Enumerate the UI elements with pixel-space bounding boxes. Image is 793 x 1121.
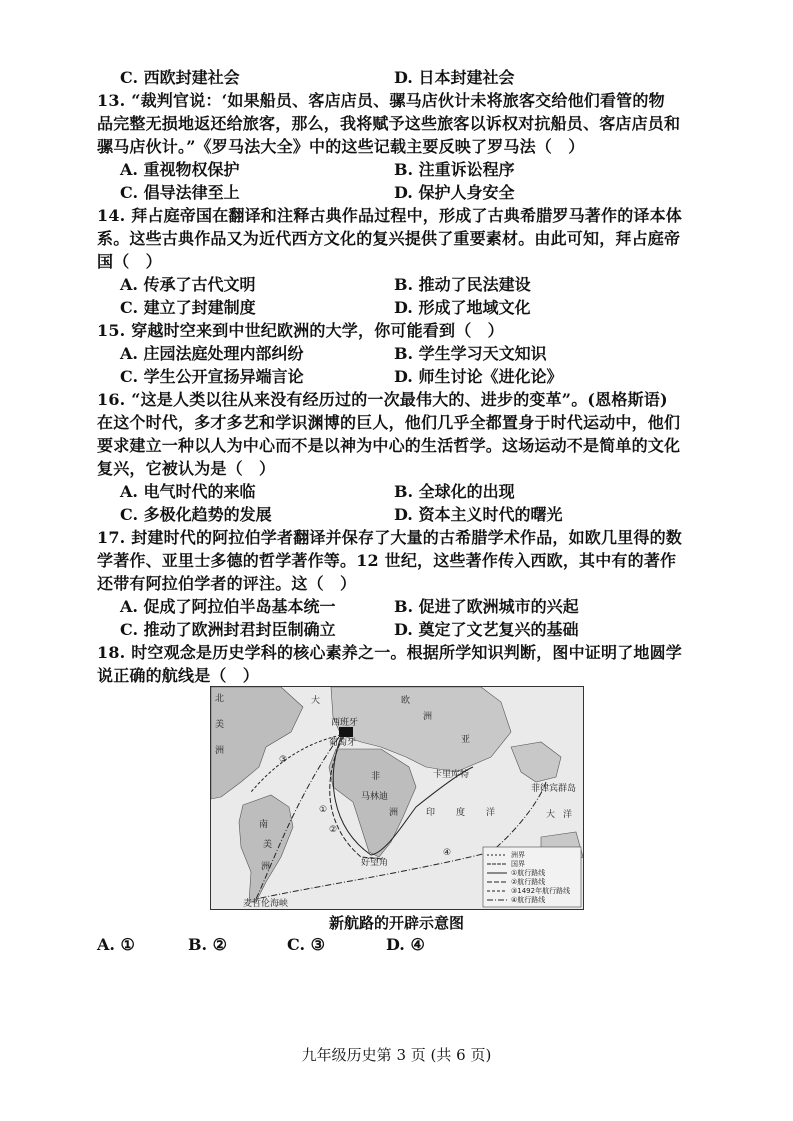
label-pacific-1: 大 xyxy=(546,810,556,820)
q18-option-d[interactable]: D. ④ xyxy=(386,935,425,954)
north-america-landmass xyxy=(211,687,303,799)
label-indian-1: 印 xyxy=(426,808,436,818)
q17-option-a[interactable]: A. 促成了阿拉伯半岛基本统一 xyxy=(120,597,336,616)
q16-line-3: 要求建立一种以人为中心而不是以神为中心的生活哲学。这场运动不是简单的文化 xyxy=(97,436,681,455)
q14-option-c[interactable]: C. 建立了封建制度 xyxy=(120,298,256,317)
legend-continent: 洲界 xyxy=(511,851,525,859)
legend-border: 国界 xyxy=(511,860,525,868)
q17-option-c[interactable]: C. 推动了欧洲封君封臣制确立 xyxy=(120,620,336,639)
label-spain: 西班牙 xyxy=(331,718,359,728)
label-portugal: 葡萄牙 xyxy=(329,738,357,748)
route-number-4: ④ xyxy=(443,848,452,858)
route-number-2: ② xyxy=(329,825,338,835)
q16-option-c[interactable]: C. 多极化趋势的发展 xyxy=(120,505,272,524)
q17-option-d[interactable]: D. 奠定了文艺复兴的基础 xyxy=(394,620,579,639)
q15-option-b[interactable]: B. 学生学习天文知识 xyxy=(394,344,547,363)
label-europe-1: 欧 xyxy=(401,696,411,706)
label-indian-2: 度 xyxy=(456,808,466,818)
q17-option-b[interactable]: B. 促进了欧洲城市的兴起 xyxy=(394,597,579,616)
map-caption: 新航路的开辟示意图 xyxy=(328,914,464,932)
label-pacific-2: 洋 xyxy=(563,810,573,820)
label-south-america-3: 洲 xyxy=(261,862,271,872)
label-north-america-3: 洲 xyxy=(215,746,225,756)
q15-line-1: 15. 穿越时空来到中世纪欧洲的大学，你可能看到（ ） xyxy=(97,321,504,340)
africa-landmass xyxy=(329,749,416,857)
label-philippines: 菲律宾群岛 xyxy=(531,784,577,794)
q15-option-d[interactable]: D. 师生讨论《进化论》 xyxy=(394,367,563,386)
q18-line-1: 18. 时空观念是历史学科的核心素养之一。根据所学知识判断，图中证明了地圆学 xyxy=(97,643,683,662)
q15-option-a[interactable]: A. 庄园法庭处理内部纠纷 xyxy=(120,344,304,363)
q15-option-c[interactable]: C. 学生公开宣扬异端言论 xyxy=(120,367,304,386)
q18-option-c[interactable]: C. ③ xyxy=(287,935,325,954)
label-europe-2: 洲 xyxy=(423,712,433,722)
label-calicut: 卡里库特 xyxy=(433,770,470,780)
label-africa-1: 非 xyxy=(371,772,381,782)
q13-option-b[interactable]: B. 注重诉讼程序 xyxy=(394,160,515,179)
q16-option-d[interactable]: D. 资本主义时代的曙光 xyxy=(394,505,563,524)
label-africa-2: 洲 xyxy=(389,808,399,818)
legend-route-3: ③1492年航行路线 xyxy=(511,887,571,895)
prev-option-c: C. 西欧封建社会 xyxy=(120,68,240,87)
label-malindi: 马林迪 xyxy=(361,792,389,802)
q16-line-4: 复兴，它被认为是（ ） xyxy=(97,459,276,478)
q13-option-a[interactable]: A. 重视物权保护 xyxy=(120,160,240,179)
new-sea-routes-map xyxy=(210,686,584,910)
q16-line-1: 16. “这是人类以往从来没有经历过的一次最伟大的、进步的变革”。(恩格斯语) xyxy=(97,390,668,409)
q16-option-a[interactable]: A. 电气时代的来临 xyxy=(120,482,256,501)
label-cape-of-good-hope: 好望角 xyxy=(361,858,389,868)
route-number-1: ① xyxy=(319,805,328,815)
label-asia: 亚 xyxy=(461,735,471,745)
iberia-marker xyxy=(339,727,353,737)
legend-route-2: ②航行路线 xyxy=(511,878,546,886)
route-number-3: ③ xyxy=(279,755,288,765)
q13-line-1: 13. “裁判官说：‘如果船员、客店店员、骡马店伙计未将旅客交给他们看管的物 xyxy=(97,91,665,110)
legend-route-1: ①航行路线 xyxy=(511,869,546,877)
q17-line-1: 17. 封建时代的阿拉伯学者翻译并保存了大量的古希腊学术作品，如欧几里得的数 xyxy=(97,528,683,547)
page-footer: 九年级历史第 3 页 (共 6 页) xyxy=(301,1046,492,1064)
q18-option-b[interactable]: B. ② xyxy=(188,935,228,954)
q14-line-1: 14. 拜占庭帝国在翻译和注释古典作品过程中，形成了古典希腊罗马著作的译本体 xyxy=(97,206,683,225)
label-atlantic-big: 大 xyxy=(311,696,321,706)
q14-option-a[interactable]: A. 传承了古代文明 xyxy=(120,275,256,294)
q16-option-b[interactable]: B. 全球化的出现 xyxy=(394,482,515,501)
q16-line-2: 在这个时代，多才多艺和学识渊博的巨人，他们几乎全都置身于时代运动中，他们 xyxy=(97,413,681,432)
q14-option-b[interactable]: B. 推动了民法建设 xyxy=(394,275,531,294)
q14-line-2: 系。这些古典作品又为近代西方文化的复兴提供了重要素材。由此可知，拜占庭帝 xyxy=(97,229,681,248)
q13-option-d[interactable]: D. 保护人身安全 xyxy=(394,183,515,202)
label-magellan-strait: 麦哲伦海峡 xyxy=(243,899,289,909)
prev-option-d: D. 日本封建社会 xyxy=(394,68,515,87)
q13-option-c[interactable]: C. 倡导法律至上 xyxy=(120,183,240,202)
label-indian-3: 洋 xyxy=(486,808,496,818)
label-south-america-2: 美 xyxy=(263,840,273,850)
q17-line-3: 还带有阿拉伯学者的评注。这（ ） xyxy=(97,574,357,593)
label-north-america-1: 北 xyxy=(215,694,225,704)
label-south-america-1: 南 xyxy=(259,820,269,830)
q14-line-3: 国（ ） xyxy=(97,252,162,271)
q13-line-2: 品完整无损地返还给旅客，那么，我将赋予这些旅客以诉权对抗船员、客店店员和 xyxy=(97,114,681,133)
q13-line-3: 骡马店伙计。”《罗马法大全》中的这些记载主要反映了罗马法（ ） xyxy=(97,137,585,156)
east-asia-landmass xyxy=(511,742,561,782)
q18-line-2: 说正确的航线是（ ） xyxy=(97,666,260,685)
q17-line-2: 学著作、亚里士多德的哲学著作等。12 世纪，这些著作传入西欧，其中有的著作 xyxy=(97,551,677,570)
q18-option-a[interactable]: A. ① xyxy=(97,935,135,954)
q14-option-d[interactable]: D. 形成了地域文化 xyxy=(394,298,531,317)
legend-route-4: ④航行路线 xyxy=(511,896,546,904)
label-north-america-2: 美 xyxy=(215,720,225,730)
map-drawing xyxy=(211,687,583,909)
